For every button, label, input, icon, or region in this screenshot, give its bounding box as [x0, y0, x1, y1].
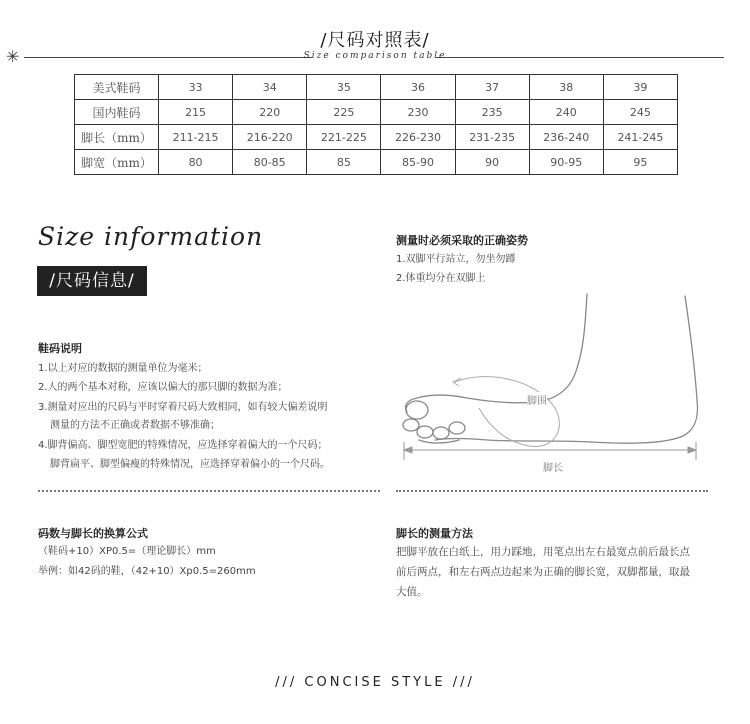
- size-table-cell: 90-95: [529, 150, 603, 175]
- size-table-cell: 85-90: [381, 150, 455, 175]
- size-table-cell: 215: [159, 100, 233, 125]
- size-table-cell: 245: [603, 100, 677, 125]
- size-table-row-label: 美式鞋码: [75, 75, 159, 100]
- notes-line-4: 测量的方法不正确或者数据不够准确；: [50, 420, 220, 431]
- size-table-cell: 36: [381, 75, 455, 100]
- size-table: [74, 74, 678, 175]
- size-table-cell: 80-85: [233, 150, 307, 175]
- size-table-cell: 80: [159, 150, 233, 175]
- notes-line-6: 脚背扁平、脚型偏瘦的特殊情况，应选择穿着偏小的一个尺码。: [50, 459, 330, 470]
- size-table-cell: 39: [603, 75, 677, 100]
- method-line-3: 大值。: [396, 586, 428, 598]
- size-table-cell: 38: [529, 75, 603, 100]
- dotted-divider-left: [38, 490, 380, 492]
- dotted-divider-right: [396, 490, 708, 492]
- size-table-cell: 221-225: [307, 125, 381, 150]
- page-title: /尺码对照表/: [320, 30, 430, 51]
- size-table-cell: 90: [455, 150, 529, 175]
- notes-line-3: 3.测量对应出的尺码与平时穿着尺码大致相同，如有较大偏差说明: [38, 402, 328, 413]
- foot-circumference-label: 脚围: [527, 392, 547, 407]
- notes-line-5: 4.脚背偏高、脚型宽肥的特殊情况，应选择穿着偏大的一个尺码；: [38, 440, 328, 451]
- size-table-cell: 241-245: [603, 125, 677, 150]
- posture-heading: 测量时必须采取的正确姿势: [396, 234, 528, 247]
- size-table-row-label: 脚长（mm）: [75, 125, 159, 150]
- size-table-cell: 236-240: [529, 125, 603, 150]
- size-info-badge: /尺码信息/: [37, 266, 147, 296]
- size-table-cell: 220: [233, 100, 307, 125]
- size-table-cell: 240: [529, 100, 603, 125]
- size-table-cell: 226-230: [381, 125, 455, 150]
- foot-length-label: 脚长: [541, 459, 565, 474]
- size-table-cell: 225: [307, 100, 381, 125]
- sparkle-icon: ✳: [6, 47, 20, 66]
- formula-line-1: （鞋码+10）XP0.5=（理论脚长）mm: [38, 546, 216, 557]
- size-info-title: Size information: [38, 222, 264, 251]
- method-line-1: 把脚平放在白纸上，用力踩地，用笔点出左右最宽点前后最长点: [396, 546, 690, 558]
- size-table-cell: 216-220: [233, 125, 307, 150]
- size-table-cell: 211-215: [159, 125, 233, 150]
- notes-line-1: 1.以上对应的数据的测量单位为毫米；: [38, 363, 208, 374]
- formula-heading: 码数与脚长的换算公式: [38, 527, 148, 540]
- page-subtitle: Size comparison table: [303, 51, 447, 61]
- size-table-row-label: 国内鞋码: [75, 100, 159, 125]
- size-table-cell: 230: [381, 100, 455, 125]
- size-table-row-label: 脚宽（mm）: [75, 150, 159, 175]
- size-table-cell: 231-235: [455, 125, 529, 150]
- formula-line-2: 举例：如42码的鞋，（42+10）Xp0.5=260mm: [38, 566, 256, 577]
- posture-line-2: 2.体重均分在双脚上: [396, 273, 486, 284]
- size-table-cell: 85: [307, 150, 381, 175]
- size-table-cell: 34: [233, 75, 307, 100]
- size-table-row: [75, 75, 678, 100]
- size-table-cell: 35: [307, 75, 381, 100]
- size-table-cell: 37: [455, 75, 529, 100]
- size-table-row: [75, 125, 678, 150]
- size-table-cell: 95: [603, 150, 677, 175]
- size-table-cell: 33: [159, 75, 233, 100]
- size-table-cell: 235: [455, 100, 529, 125]
- posture-line-1: 1.双脚平行站立，勿坐勿蹲: [396, 254, 516, 265]
- method-heading: 脚长的测量方法: [396, 527, 473, 540]
- foot-illustration: [395, 290, 705, 475]
- notes-line-2: 2.人的两个基本对称，应该以偏大的那只脚的数据为准；: [38, 382, 288, 393]
- size-table-row: [75, 100, 678, 125]
- method-line-2: 前后两点，和左右两点边起来为正确的脚长宽，双脚都量，取最: [396, 566, 690, 578]
- size-table-row: [75, 150, 678, 175]
- footer-tagline: /// CONCISE STYLE ///: [275, 675, 475, 690]
- notes-heading: 鞋码说明: [38, 342, 82, 355]
